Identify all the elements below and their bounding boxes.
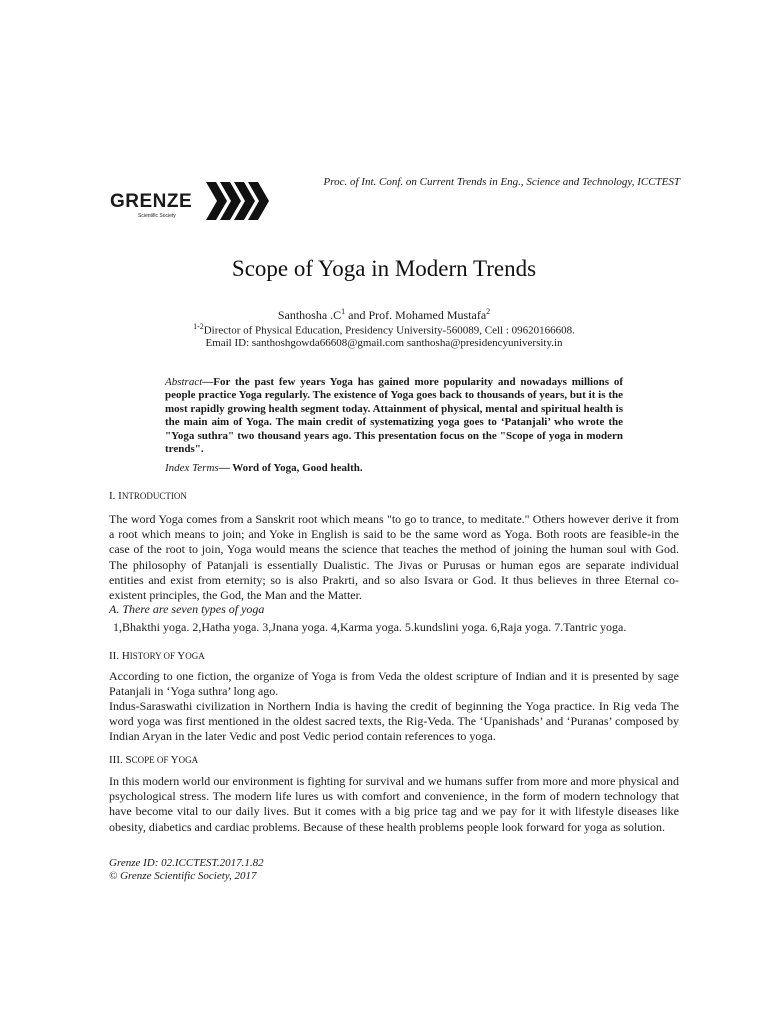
logo-wordmark: GRENZE	[110, 191, 193, 212]
section-heading-intro: I. INTRODUCTION	[109, 490, 187, 502]
affiliation-text: Director of Physical Education, Presidency University-560089, Cell : 09620166608.	[203, 324, 575, 337]
affiliation-line	[0, 322, 768, 337]
author-1: Santhosha .C	[277, 308, 342, 322]
affiliation-sup: 1-2	[193, 322, 204, 331]
author-2: Prof. Mohamed Mustafa	[368, 308, 487, 322]
email-line: Email ID: santhoshgowda66608@gmail.com santhosha@presidencyuniversity.in	[205, 337, 563, 349]
index-terms-lead: Index Terms	[165, 462, 219, 474]
grenze-logo	[110, 180, 270, 242]
yoga-types-subheading: A. There are seven types of yoga	[109, 602, 265, 616]
abstract	[165, 376, 623, 456]
history-paragraph-2: Indus-Saraswathi civilization in Northern India is having the credit of beginning the Yoga practice. In Rig veda The word yoga was first mentioned in the oldest sacred texts, the Rig-Veda. The ‘Upanishads’ and ‘Puranas’ composed by Indian Aryan in the later Vedic and post Vedic period contain references to yoga.	[109, 699, 679, 744]
history-paragraph-1: According to one fiction, the organize of Yoga is from Veda the oldest scripture of Indian and it is presented by sage Patanjali in ‘Yoga suthra’ long ago.	[109, 669, 679, 699]
yoga-types-list: 1,Bhakthi yoga. 2,Hatha yoga. 3,Jnana yoga. 4,Karma yoga. 5.kundslini yoga. 6,Raja yoga. 7.Tantric yoga.	[113, 620, 627, 634]
footer	[109, 857, 264, 883]
scope-paragraph: In this modern world our environment is fighting for survival and we humans suffer from more and more physical and psychological stress. The modern life lures us with comfort and convenience, in the form of modern technology that have become vital to our daily lives. But it comes with a big price tag and we pay for it with lifestyle diseases like obesity, diabetics and cardiac problems. Because of these health problems people look forward for yoga as solution.	[109, 774, 679, 834]
author-and: and	[348, 308, 366, 322]
author-line	[0, 307, 768, 323]
proceedings-line: Proc. of Int. Conf. on Current Trends in Eng., Science and Technology, ICCTEST	[323, 176, 680, 188]
logo-subtitle: Scientific Society	[138, 213, 176, 219]
author-2-sup: 2	[486, 307, 491, 316]
index-terms	[165, 462, 623, 474]
author-1-sup: 1	[341, 307, 346, 316]
paper-title: Scope of Yoga in Modern Trends	[231, 256, 537, 281]
abstract-lead: Abstract	[165, 376, 203, 388]
copyright: © Grenze Scientific Society, 2017	[109, 870, 257, 882]
grenze-id: Grenze ID: 02.ICCTEST.2017.1.82	[109, 857, 264, 869]
intro-paragraph: The word Yoga comes from a Sanskrit root which means "to go to trance, to meditate." Others however derive it from a root which means to join; and Yoke in English is said to be the same word as Yoga. Both roots are feasible-in the case of the root to join, Yoga would means the science that teaches the method of joining the human soul with God. The philosophy of Patanjali is essentially Dualistic. The Jivas or Purusas or human egos are separate individual entities and exist from eternity; so is also Prakrti, and so also Isvara or God. It thus believes in three Eternal co-existent principles, the God, the Man and the Matter.	[109, 512, 679, 603]
chevrons-icon	[206, 180, 270, 222]
section-heading-history: II. HISTORY OF YOGA	[109, 650, 205, 662]
abstract-text: —For the past few years Yoga has gained more popularity and nowadays millions of people practice Yoga regularly. The existence of Yoga goes back to thousands of years, but it is the most rapidly growing health segment today. Attainment of physical, mental and spiritual health is the main aim of Yoga. The main credit of systematizing yoga goes to ‘Patanjali’ who wrote the "Yoga suthra" two thousand years ago. This presentation focus on the "Scope of yoga in modern trends".	[165, 376, 623, 456]
index-terms-text: — Word of Yoga, Good health.	[218, 462, 363, 474]
section-heading-scope: III. SCOPE OF YOGA	[109, 754, 199, 766]
